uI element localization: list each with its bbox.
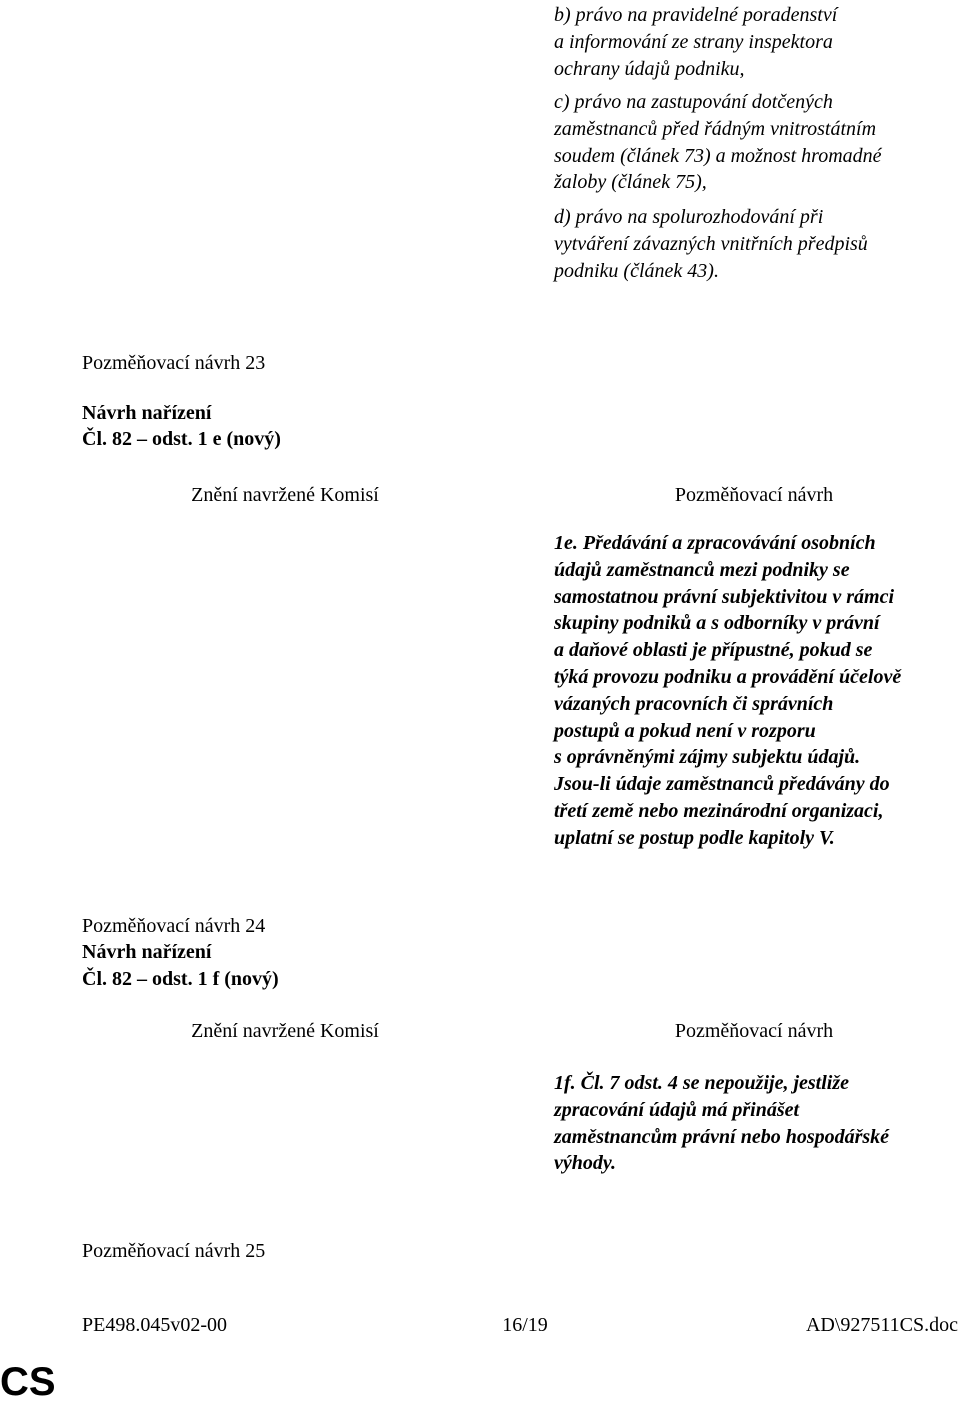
amendment-24-left-header: Znění navržené Komisí bbox=[191, 1020, 379, 1042]
amendment-25-title: Pozměňovací návrh 25 bbox=[82, 1240, 266, 1262]
paragraph-b: b) právo na pravidelné poradenství a informování ze strany inspektora ochrany údajů podniku, bbox=[554, 4, 838, 80]
amendment-23-text: 1e. Předávání a zpracovávání osobních údajů zaměstnanců mezi podniky se samostatnou právní subjektivitou v rámci skupiny podniků a s odborníky v právní a daňové oblasti je přípustné, pokud se týká provozu podniku a provádění účelově vázaných pracovních či správních postupů a pokud není v rozporu s oprávněnými zájmy subjektu údajů. Jsou-li údaje zaměstnanců předávány do třetí země nebo mezinárodní organizaci, uplatní se postup podle kapitoly V. bbox=[554, 532, 902, 849]
footer-doc-ref: PE498.045v02-00 bbox=[82, 1314, 227, 1336]
footer-page-number: 16/19 bbox=[502, 1314, 548, 1336]
amendment-23-left-header: Znění navržené Komisí bbox=[191, 484, 379, 506]
amendment-24-right-header: Pozměňovací návrh bbox=[674, 1020, 834, 1042]
amendment-23-right-header: Pozměňovací návrh bbox=[674, 484, 834, 506]
amendment-24-reference: Čl. 82 – odst. 1 f (nový) bbox=[82, 968, 279, 990]
amendment-23-title: Pozměňovací návrh 23 bbox=[82, 352, 266, 374]
paragraph-d: d) právo na spolurozhodování při vytváření závazných vnitřních předpisů podniku (článek 43). bbox=[554, 206, 868, 282]
paragraph-c: c) právo na zastupování dotčených zaměstnanců před řádným vnitrostátním soudem (článek 73) a možnost hromadné žaloby (článek 75), bbox=[554, 91, 882, 194]
amendment-23-subtitle: Návrh nařízení bbox=[82, 402, 212, 424]
amendment-23-reference: Čl. 82 – odst. 1 e (nový) bbox=[82, 428, 281, 450]
amendment-24-text: 1f. Čl. 7 odst. 4 se nepoužije, jestliže zpracování údajů má přinášet zaměstnancům právní nebo hospodářské výhody. bbox=[554, 1072, 890, 1175]
amendment-24-subtitle: Návrh nařízení bbox=[82, 941, 212, 963]
amendment-24-title: Pozměňovací návrh 24 bbox=[82, 915, 266, 937]
language-code: CS bbox=[0, 1360, 56, 1404]
footer-file-name: AD\927511CS.doc bbox=[805, 1314, 958, 1336]
